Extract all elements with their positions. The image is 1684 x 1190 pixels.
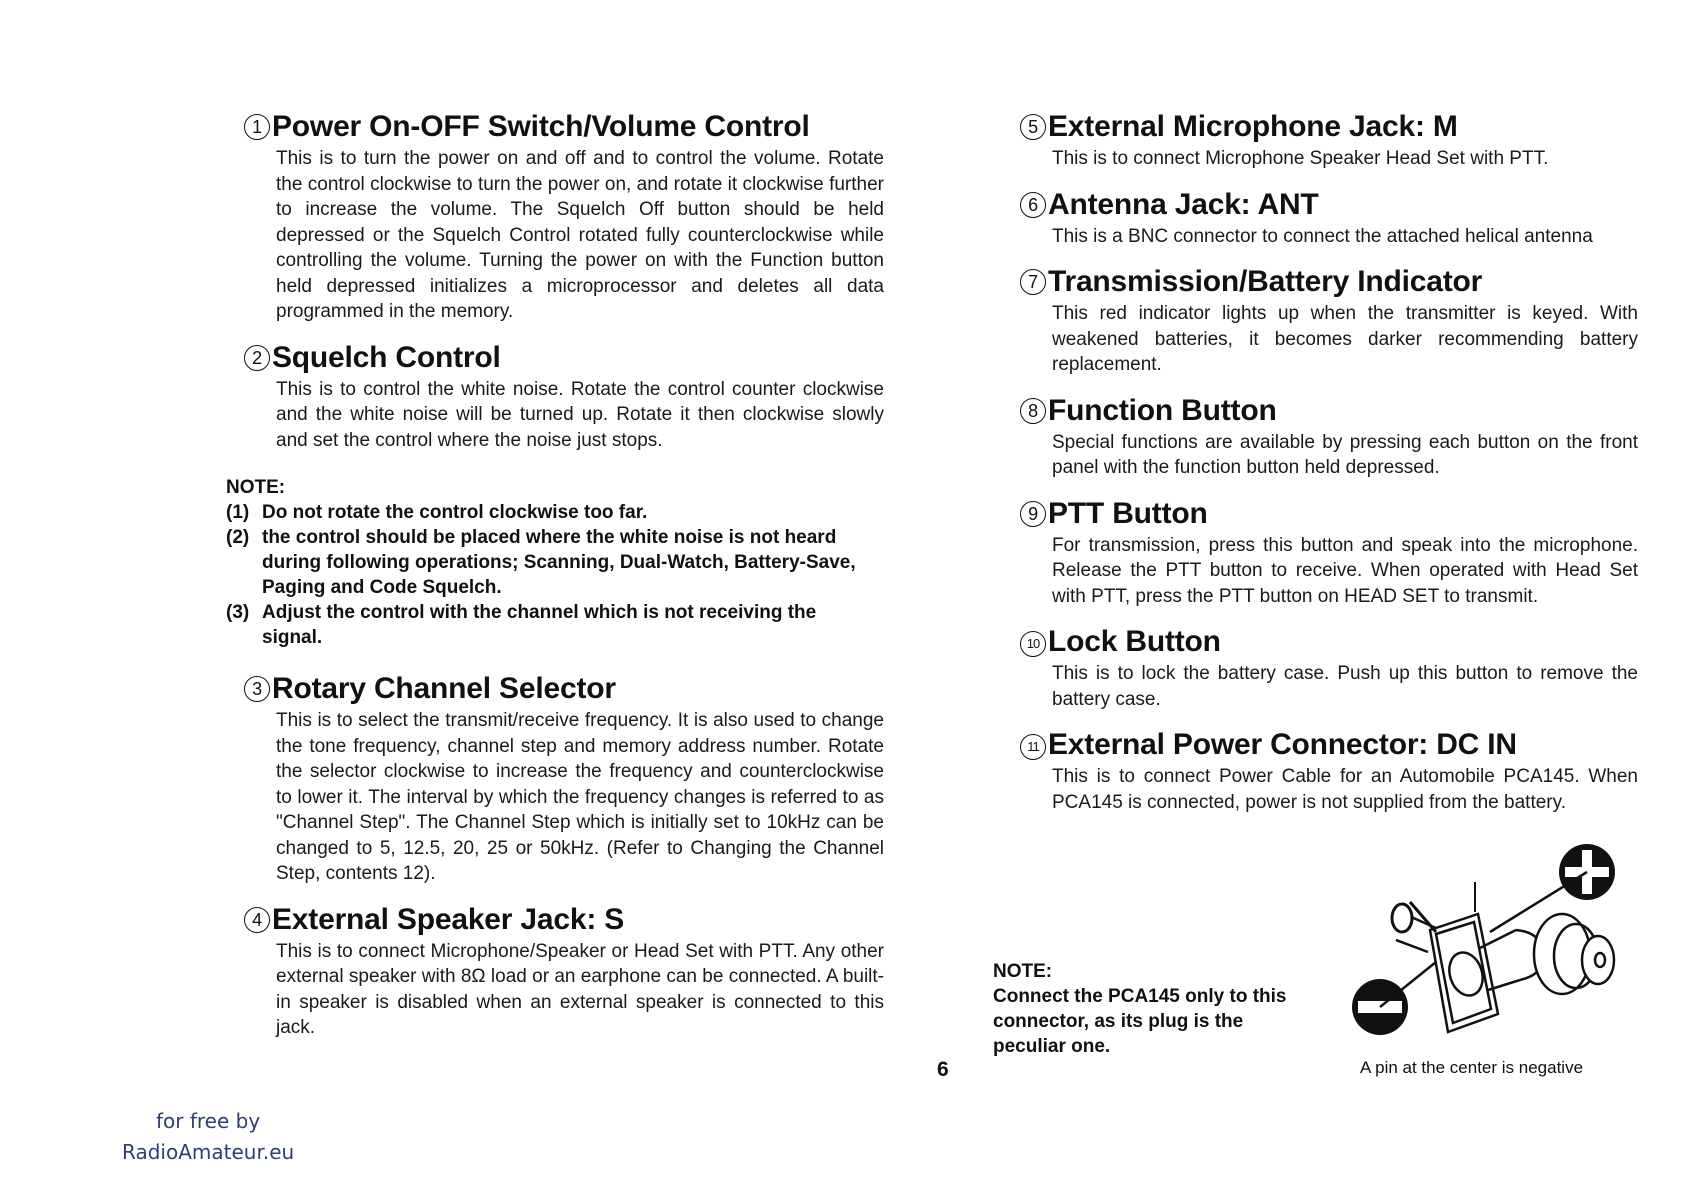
section-title: Transmission/Battery Indicator bbox=[1048, 265, 1483, 298]
section-power-switch bbox=[244, 108, 884, 325]
note-item bbox=[226, 500, 874, 525]
section-squelch-control bbox=[244, 339, 884, 454]
connector-note bbox=[993, 959, 1293, 1059]
section-title: Function Button bbox=[1048, 393, 1277, 427]
section-heading bbox=[1020, 623, 1638, 661]
section-title: Lock Button bbox=[1048, 625, 1221, 658]
section-heading bbox=[244, 108, 884, 146]
squelch-note bbox=[226, 475, 874, 650]
section-rotary-selector bbox=[244, 670, 884, 887]
section-heading bbox=[1020, 263, 1638, 301]
section-body: This is to lock the battery case. Push up this button to remove the battery case. bbox=[1052, 663, 1638, 710]
section-number: 4 bbox=[244, 907, 270, 933]
section-heading bbox=[244, 901, 884, 939]
section-title: Squelch Control bbox=[272, 340, 501, 374]
section-body: This is to connect Microphone Speaker Head Set with PTT. bbox=[1052, 148, 1549, 169]
section-title: Antenna Jack: ANT bbox=[1048, 187, 1319, 221]
section-body: This is to turn the power on and off and to control the volume. Rotate the control clockwise to turn the power on, and rotate it clockwise further to increase the volume. The Squelch Off button should be held depressed or the Squelch Control rotated fully counterclockwise while controlling the volume. Turning the power on with the Function button held depressed initializes a microprocessor and deletes all data programmed in the memory. bbox=[276, 148, 884, 322]
section-title: External Power Connector: DC IN bbox=[1048, 728, 1517, 761]
section-number: 8 bbox=[1020, 398, 1046, 424]
note-number: (2) bbox=[226, 527, 250, 548]
note-text: Connect the PCA145 only to this connector, as its plug is the peculiar one. bbox=[993, 986, 1287, 1057]
section-body: This is to control the white noise. Rotate the control counter clockwise and the white noise will be turned up. Rotate it then clockwise slowly and set the control where the noise just stops. bbox=[276, 378, 884, 451]
note-number: (3) bbox=[226, 602, 250, 623]
section-number: 5 bbox=[1020, 114, 1046, 140]
positive-terminal-icon bbox=[1475, 844, 1615, 932]
section-body: Special functions are available by pressing each button on the front panel with the function button held depressed. bbox=[1052, 431, 1638, 478]
section-mic-jack bbox=[1020, 108, 1638, 172]
section-heading bbox=[1020, 495, 1638, 533]
section-title: External Microphone Jack: M bbox=[1048, 110, 1458, 143]
negative-terminal-icon bbox=[1352, 962, 1436, 1035]
note-title: NOTE: bbox=[226, 477, 286, 498]
section-title: Rotary Channel Selector bbox=[272, 672, 616, 705]
note-title: NOTE: bbox=[993, 961, 1053, 982]
section-number: 3 bbox=[244, 676, 270, 702]
section-number: 10 bbox=[1020, 631, 1046, 657]
section-body: This is to connect Microphone/Speaker or Head Set with PTT. Any other external speaker with 8Ω load or an earphone can be connected. A built-in speaker is disabled when an external speaker is connected to this jack. bbox=[276, 940, 884, 1038]
note-item bbox=[226, 600, 874, 650]
note-number: (1) bbox=[226, 502, 250, 523]
section-title: PTT Button bbox=[1048, 496, 1208, 530]
section-heading bbox=[244, 670, 884, 708]
section-body: This is to connect Power Cable for an Automobile PCA145. When PCA145 is connected, power is not supplied from the battery. bbox=[1052, 766, 1638, 813]
watermark bbox=[122, 1106, 294, 1168]
section-body: This is a BNC connector to connect the attached helical antenna bbox=[1052, 225, 1593, 247]
connector-body bbox=[1396, 912, 1614, 1032]
section-number: 1 bbox=[244, 114, 270, 140]
section-heading bbox=[1020, 108, 1638, 146]
page-number: 6 bbox=[937, 1058, 949, 1081]
section-number: 6 bbox=[1020, 192, 1046, 218]
note-text: Do not rotate the control clockwise too far. bbox=[262, 502, 648, 523]
watermark-link: RadioAmateur.eu bbox=[122, 1140, 295, 1164]
section-heading bbox=[1020, 726, 1638, 764]
section-antenna-jack bbox=[1020, 186, 1638, 250]
note-item bbox=[226, 525, 874, 600]
section-title: Power On-OFF Switch/Volume Control bbox=[272, 110, 810, 143]
section-body: This red indicator lights up when the transmitter is keyed. With weakened batteries, it becomes darker recommending battery replacement. bbox=[1052, 303, 1638, 375]
section-body: For transmission, press this button and speak into the microphone. Release the PTT button to receive. When operated with Head Set with PTT, press the PTT button on HEAD SET to transmit. bbox=[1052, 534, 1638, 607]
section-function-button bbox=[1020, 392, 1638, 481]
watermark-line: for free by bbox=[155, 1109, 261, 1133]
section-title: External Speaker Jack: S bbox=[272, 902, 625, 936]
note-text: the control should be placed where the white noise is not heard during following operations; Scanning, Dual-Watch, Battery-Save, Paging and Code Squelch. bbox=[262, 527, 856, 598]
section-number: 7 bbox=[1020, 269, 1046, 295]
section-body: This is to select the transmit/receive frequency. It is also used to change the tone frequency, channel step and memory address number. Rotate the selector clockwise to increase the frequency and counterclockwise to lower it. The interval by which the frequency changes is referred to as "Channel Step". The Channel Step which is initially set to 10kHz can be changed to 5, 12.5, 20, 25 or 50kHz. (Refer to Changing the Channel Step, contents 12). bbox=[276, 710, 884, 884]
diagram-caption: A pin at the center is negative bbox=[1360, 1058, 1584, 1077]
section-ptt-button bbox=[1020, 495, 1638, 610]
left-column bbox=[226, 108, 884, 1055]
dc-connector-diagram bbox=[1340, 832, 1630, 1062]
section-speaker-jack bbox=[244, 901, 884, 1041]
section-indicator bbox=[1020, 263, 1638, 378]
right-column bbox=[1020, 108, 1638, 829]
section-number: 2 bbox=[244, 345, 270, 371]
section-power-connector bbox=[1020, 726, 1638, 815]
section-lock-button bbox=[1020, 623, 1638, 712]
note-text: Adjust the control with the channel which is not receiving the signal. bbox=[262, 602, 817, 648]
section-number: 9 bbox=[1020, 501, 1046, 527]
section-heading bbox=[1020, 392, 1638, 430]
section-number: 11 bbox=[1020, 734, 1046, 760]
section-heading bbox=[1020, 186, 1638, 224]
section-heading bbox=[244, 339, 884, 377]
